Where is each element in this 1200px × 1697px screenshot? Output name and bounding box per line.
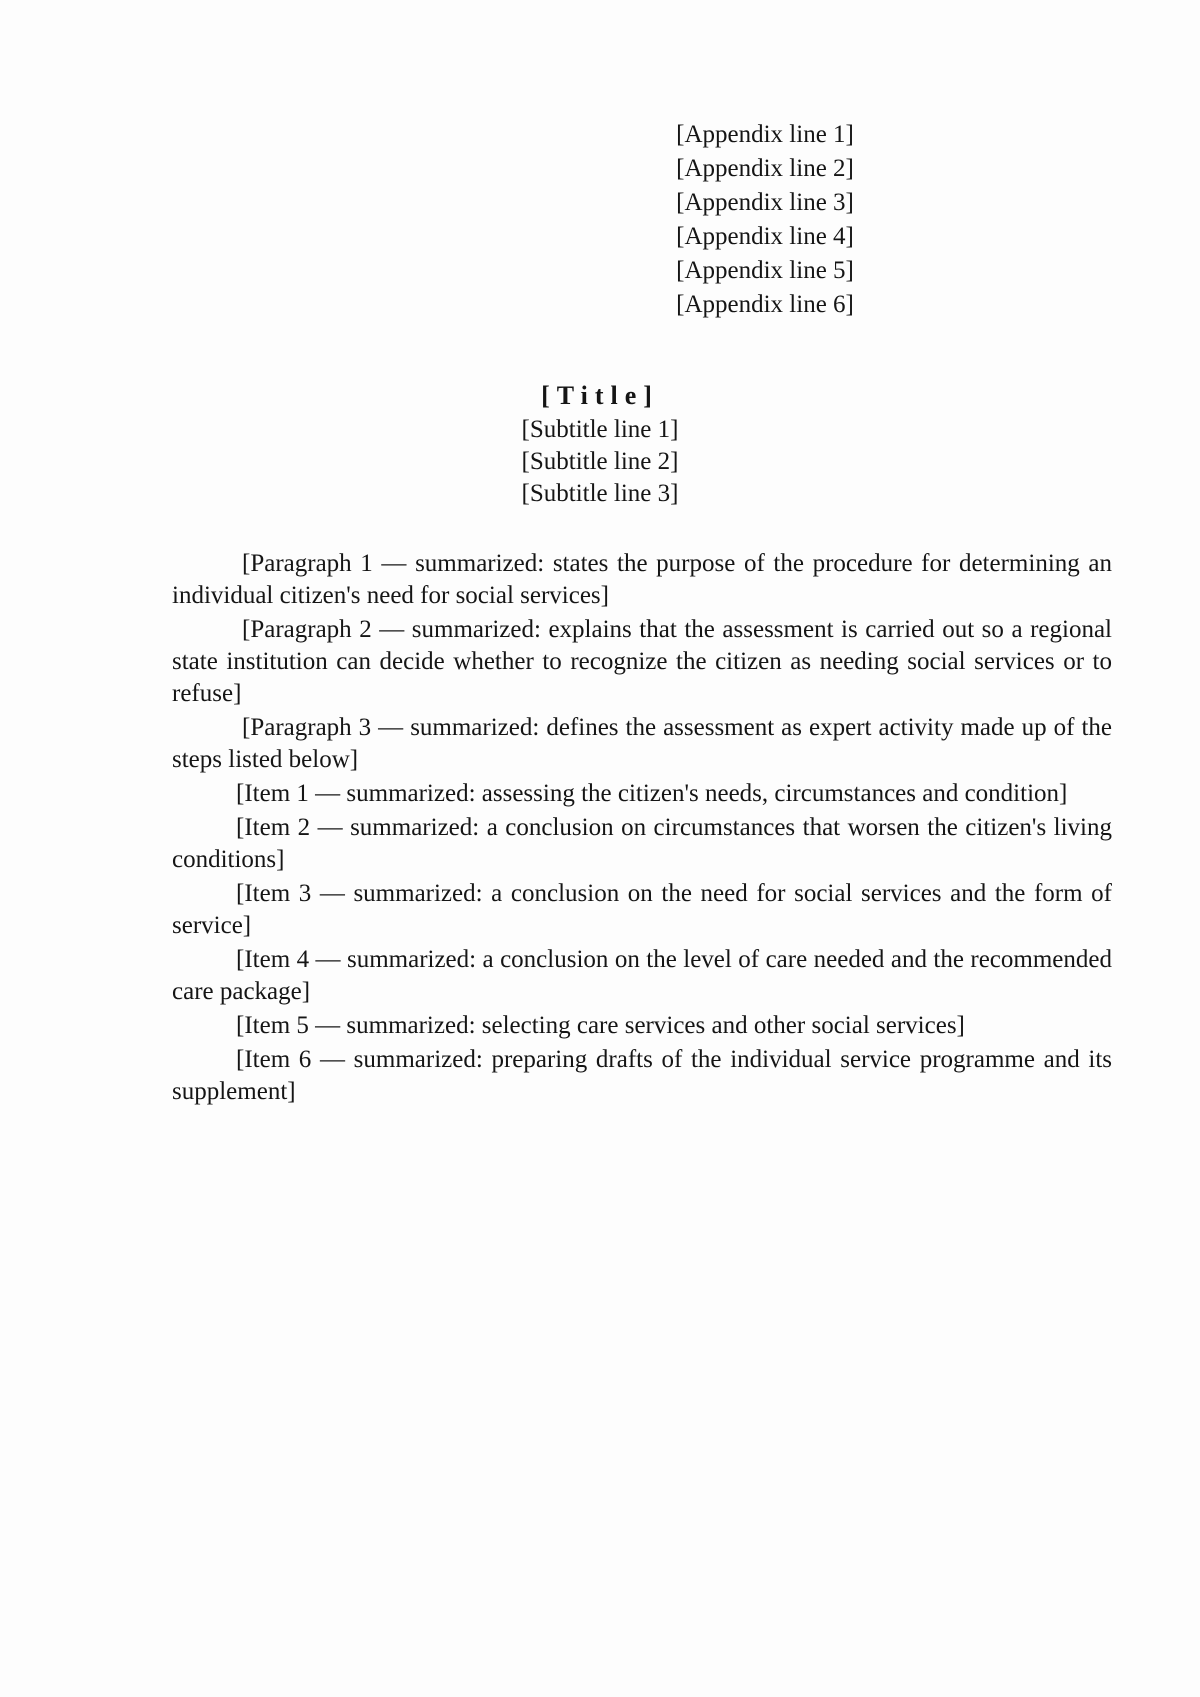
appendix-line: [Appendix line 3] — [676, 189, 854, 216]
appendix-line: [Appendix line 1] — [676, 121, 854, 148]
list-item-5: [Item 5 — summarized: selecting care services and other social services] — [236, 1012, 965, 1039]
list-item-6: [Item 6 — summarized: preparing drafts of the individual service programme and its supplement] — [172, 1046, 1112, 1105]
list-item-4: [Item 4 — summarized: a conclusion on the level of care needed and the recommended care package] — [172, 946, 1112, 1005]
appendix-line: [Appendix line 5] — [676, 257, 854, 284]
document-body — [172, 548, 1112, 1110]
appendix-line: [Appendix line 4] — [676, 223, 854, 250]
document-subtitle — [170, 414, 1030, 510]
appendix-line: [Appendix line 6] — [676, 291, 854, 318]
subtitle-line: [Subtitle line 2] — [521, 448, 679, 475]
paragraph-3: [Paragraph 3 — summarized: defines the assessment as expert activity made up of the steps listed below] — [172, 714, 1112, 773]
appendix-header — [505, 118, 1025, 322]
paragraph-1: [Paragraph 1 — summarized: states the purpose of the procedure for determining an individual citizen's need for social services] — [172, 550, 1112, 609]
subtitle-line: [Subtitle line 3] — [521, 480, 679, 507]
title-block — [170, 378, 1030, 510]
appendix-line: [Appendix line 2] — [676, 155, 854, 182]
list-item-1: [Item 1 — summarized: assessing the citizen's needs, circumstances and condition] — [236, 780, 1068, 807]
list-item-2: [Item 2 — summarized: a conclusion on circumstances that worsen the citizen's living conditions] — [172, 814, 1112, 873]
list-item-3: [Item 3 — summarized: a conclusion on the need for social services and the form of service] — [172, 880, 1112, 939]
paragraph-2: [Paragraph 2 — summarized: explains that the assessment is carried out so a regional state institution can decide whether to recognize the citizen as needing social services or to refuse] — [172, 616, 1112, 707]
document-title: [Title] — [541, 381, 659, 410]
subtitle-line: [Subtitle line 1] — [521, 416, 679, 443]
